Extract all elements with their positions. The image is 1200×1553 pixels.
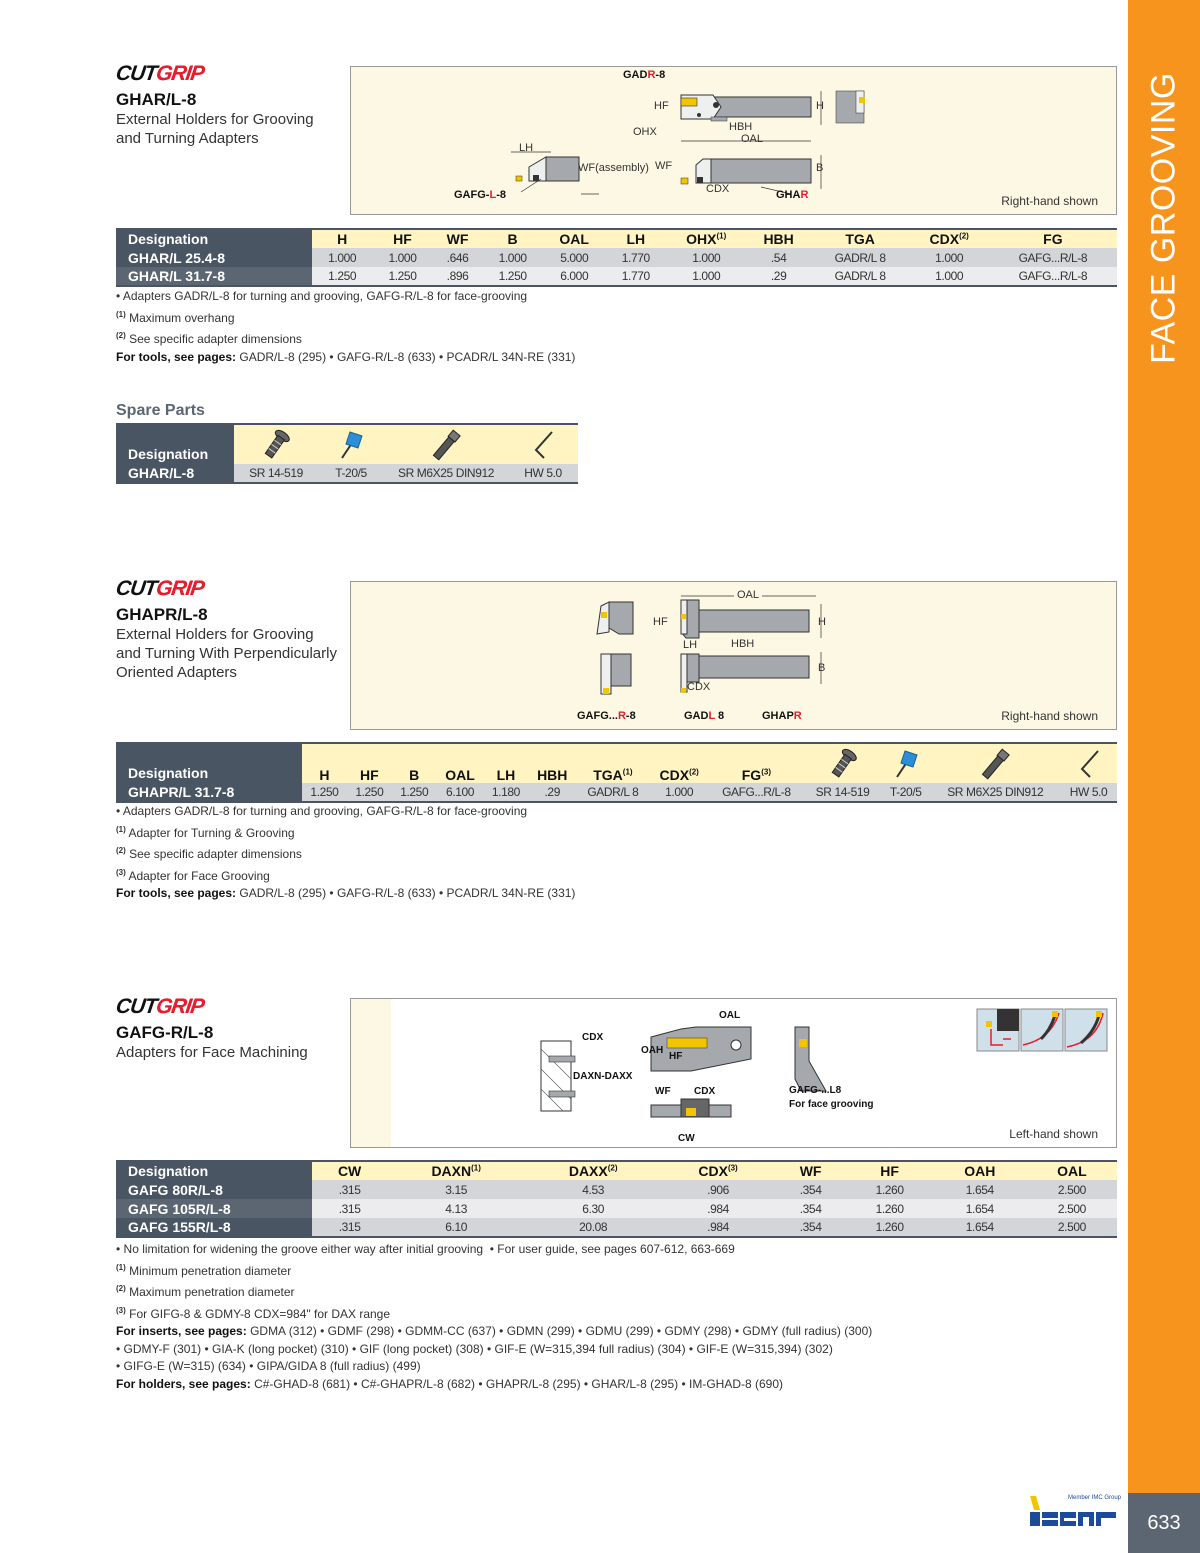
- hex-key-icon: [1060, 743, 1117, 783]
- page-number: 633: [1128, 1490, 1200, 1553]
- header-fg: FG: [989, 229, 1117, 248]
- label-cdx: CDX: [582, 1032, 604, 1043]
- ghar-spec-table: [116, 228, 1117, 287]
- label-h: H: [816, 100, 824, 112]
- header-fg: FG$^{(3)}$: [709, 743, 804, 783]
- header-oal: OAL: [437, 743, 484, 783]
- spare-parts-table: [116, 423, 578, 484]
- header-lh: LH: [606, 229, 666, 248]
- gafg-spec-table: [116, 1160, 1117, 1238]
- cutgrip-brand: CUTGRIP: [114, 577, 206, 600]
- table-row: GAFG 105R/L-8 .315 4.13 6.30 .984 .354 1.260 1.654 2.500: [116, 1199, 1117, 1218]
- ghar-notes: [116, 288, 575, 366]
- product-description-line: External Holders for Grooving: [116, 111, 314, 128]
- header-designation: Designation: [116, 1161, 312, 1180]
- label-gadl: GADL 8: [684, 710, 725, 722]
- label-b: B: [816, 162, 824, 174]
- gafg-notes: [116, 1241, 872, 1393]
- label-oal: OAL: [719, 1010, 741, 1021]
- screw-icon: [804, 743, 881, 783]
- label-gadr: GADR-8: [623, 69, 666, 81]
- header-wf: WF: [433, 229, 483, 248]
- header-hbh: HBH: [747, 229, 811, 248]
- table-row: GHAPR/L 31.7-8 1.250 1.250 1.250 6.100 1.180 .29 GADR/L 8 1.000 GAFG...R/L-8 SR 14-519 T-20/5 SR M6X25 DIN912 HW 5.0: [116, 783, 1117, 802]
- header-oal: OAL: [1027, 1161, 1117, 1180]
- inserts-reference: For inserts, see pages: GDMA (312) • GDMF (298) • GDMM-CC (637) • GDMN (299) • GDMU (299) • GDMY (298) • GDMY (full radius) (300): [116, 1324, 873, 1338]
- gafg-header: [116, 995, 308, 1062]
- header-cdx: CDX$^{(3)}$: [661, 1161, 775, 1180]
- label-b: B: [818, 662, 826, 674]
- label-wf: WF: [655, 160, 673, 172]
- holders-reference: For holders, see pages: C#-GHAD-8 (681) • C#-GHAPR/L-8 (682) • GHAPR/L-8 (295) • GHAR/L-8 (295) • IM-GHAD-8 (690): [116, 1376, 784, 1391]
- note-bullet: • Adapters GADR/L-8 for turning and grooving, GAFG-R/L-8 for face-grooving: [116, 289, 528, 303]
- header-hbh: HBH: [528, 743, 576, 783]
- diagram-caption: Left-hand shown: [1009, 1127, 1098, 1141]
- footnote-1: $^{(1)}$ Minimum penetration diameter: [116, 1262, 292, 1278]
- gafg-diagram: [350, 998, 1117, 1148]
- hex-key-icon: [508, 424, 578, 464]
- label-wf-assembly: WF(assembly): [578, 162, 649, 174]
- product-title: GHAR/L-8: [116, 90, 197, 109]
- ghapr-spec-table: [116, 742, 1117, 803]
- label-oal: OAL: [741, 133, 764, 145]
- header-daxx: DAXX$^{(2)}$: [525, 1161, 661, 1180]
- inserts-reference-cont: • GIFG-E (W=315) (634) • GIPA/GIDA 8 (full radius) (499): [116, 1359, 421, 1373]
- footnote-3: $^{(3)}$ For GIFG-8 & GDMY-8 CDX=984" for DAX range: [116, 1305, 391, 1321]
- header-h: H: [312, 229, 372, 248]
- label-gafg-model: GAFG-...L8: [789, 1085, 842, 1096]
- header-ohx: OHX$^{(1)}$: [666, 229, 747, 248]
- label-daxn-daxx: DAXN-DAXX: [573, 1071, 633, 1082]
- header-oal: OAL: [543, 229, 606, 248]
- label-hbh: HBH: [731, 638, 755, 650]
- label-wf: WF: [655, 1086, 671, 1097]
- header-daxn: DAXN$^{(1)}$: [387, 1161, 525, 1180]
- label-cdx: CDX: [706, 183, 730, 195]
- product-description-line: Adapters for Face Machining: [116, 1044, 308, 1061]
- header-h: H: [302, 743, 347, 783]
- table-row: GHAR/L 31.7-8 1.250 1.250 .896 1.250 6.000 1.770 1.000 .29 GADR/L 8 1.000 GAFG...R/L-8: [116, 267, 1117, 286]
- footnote-1: $^{(1)}$ Adapter for Turning & Grooving: [116, 824, 295, 840]
- spare-parts-title: Spare Parts: [116, 402, 205, 419]
- product-description-line: and Turning With Perpendicularly: [116, 645, 337, 662]
- label-cdx: CDX: [687, 681, 711, 693]
- header-b: B: [392, 743, 437, 783]
- label-lh: LH: [519, 142, 534, 154]
- tools-reference: For tools, see pages: GADR/L-8 (295) • GAFG-R/L-8 (633) • PCADR/L 34N-RE (331): [116, 349, 576, 364]
- label-hf: HF: [653, 616, 668, 628]
- label-hf: HF: [654, 100, 669, 112]
- label-oal: OAL: [734, 589, 762, 601]
- iscar-logo: Member IMC Group: [1028, 1492, 1120, 1532]
- header-designation: Designation: [116, 229, 312, 248]
- label-for-face-grooving: For face grooving: [789, 1099, 874, 1110]
- footnote-2: $^{(2)}$ See specific adapter dimensions: [116, 331, 302, 346]
- ghapr-header: [116, 577, 337, 682]
- product-title: GHAPR/L-8: [116, 605, 208, 624]
- table-row: GHAR/L-8 SR 14-519 T-20/5 SR M6X25 DIN912 HW 5.0: [116, 464, 578, 483]
- note-bullet: • No limitation for widening the groove either way after initial grooving • For user guide, see pages 607-612, 663-669: [116, 1242, 735, 1256]
- product-description-line: Oriented Adapters: [116, 664, 237, 681]
- header-hf: HF: [846, 1161, 933, 1180]
- torx-key-icon: [881, 743, 930, 783]
- diagram-caption: Right-hand shown: [1001, 709, 1098, 723]
- torx-key-icon: [318, 424, 384, 464]
- ghar-diagram: [350, 66, 1117, 215]
- header-designation: Designation: [116, 424, 234, 464]
- label-lh: LH: [683, 639, 698, 651]
- header-lh: LH: [483, 743, 528, 783]
- adapter-drawing: [351, 999, 1118, 1149]
- footnote-1: $^{(1)}$ Maximum overhang: [116, 309, 235, 325]
- ghapr-diagram: [350, 581, 1117, 730]
- cutgrip-brand: CUTGRIP: [114, 995, 206, 1018]
- label-cw: CW: [678, 1133, 695, 1144]
- screw-icon: [234, 424, 318, 464]
- label-gafg: GAFG-L-8: [454, 189, 506, 201]
- label-gafg: GAFG...R-8: [577, 710, 636, 722]
- cutgrip-brand: CUTGRIP: [114, 62, 206, 85]
- socket-screw-icon: [930, 743, 1060, 783]
- footnote-2: $^{(2)}$ Maximum penetration diameter: [116, 1284, 295, 1299]
- table-row: GAFG 80R/L-8 .315 3.15 4.53 .906 .354 1.260 1.654 2.500: [116, 1180, 1117, 1199]
- footnote-2: $^{(2)}$ See specific adapter dimensions: [116, 846, 302, 861]
- product-description-line: and Turning Adapters: [116, 130, 259, 147]
- header-cw: CW: [312, 1161, 387, 1180]
- socket-screw-icon: [384, 424, 508, 464]
- header-wf: WF: [775, 1161, 846, 1180]
- ghapr-notes: [116, 803, 575, 903]
- header-hf: HF: [372, 229, 432, 248]
- label-oah: OAH: [641, 1045, 664, 1056]
- label-h: H: [818, 616, 826, 628]
- note-bullet: • Adapters GADR/L-8 for turning and grooving, GAFG-R/L-8 for face-grooving: [116, 804, 528, 818]
- table-row: GAFG 155R/L-8 .315 6.10 20.08 .984 .354 1.260 1.654 2.500: [116, 1218, 1117, 1237]
- label-ghar: GHAR: [776, 189, 809, 201]
- header-hf: HF: [347, 743, 392, 783]
- label-ghapr: GHAPR: [762, 710, 802, 722]
- table-row: GHAR/L 25.4-8 1.000 1.000 .646 1.000 5.000 1.770 1.000 .54 GADR/L 8 1.000 GAFG...R/L-8: [116, 248, 1117, 267]
- ghar-header: [116, 62, 314, 148]
- inserts-reference-cont: • GDMY-F (301) • GIA-K (long pocket) (310) • GIF (long pocket) (308) • GIF-E (W=315,394 full radius) (304) • GIF-E (W=315,394) (302): [116, 1341, 833, 1356]
- footnote-3: $^{(3)}$ Adapter for Face Grooving: [116, 867, 270, 883]
- header-tga: TGA$^{(1)}$: [576, 743, 650, 783]
- product-description-line: External Holders for Grooving: [116, 626, 314, 643]
- side-tab-label: FACE GROOVING: [1144, 72, 1183, 364]
- label-hbh: HBH: [729, 121, 753, 133]
- header-cdx: CDX$^{(2)}$: [910, 229, 989, 248]
- header-oah: OAH: [933, 1161, 1027, 1180]
- diagram-caption: Right-hand shown: [1001, 194, 1098, 208]
- header-tga: TGA: [811, 229, 910, 248]
- tools-reference: For tools, see pages: GADR/L-8 (295) • GAFG-R/L-8 (633) • PCADR/L 34N-RE (331): [116, 886, 576, 900]
- product-title: GAFG-R/L-8: [116, 1023, 214, 1042]
- label-cdx-2: CDX: [694, 1086, 716, 1097]
- label-ohx: OHX: [633, 126, 657, 138]
- label-hf: HF: [669, 1051, 683, 1062]
- header-designation: Designation: [116, 743, 302, 783]
- header-b: B: [482, 229, 542, 248]
- header-cdx: CDX$^{(2)}$: [650, 743, 709, 783]
